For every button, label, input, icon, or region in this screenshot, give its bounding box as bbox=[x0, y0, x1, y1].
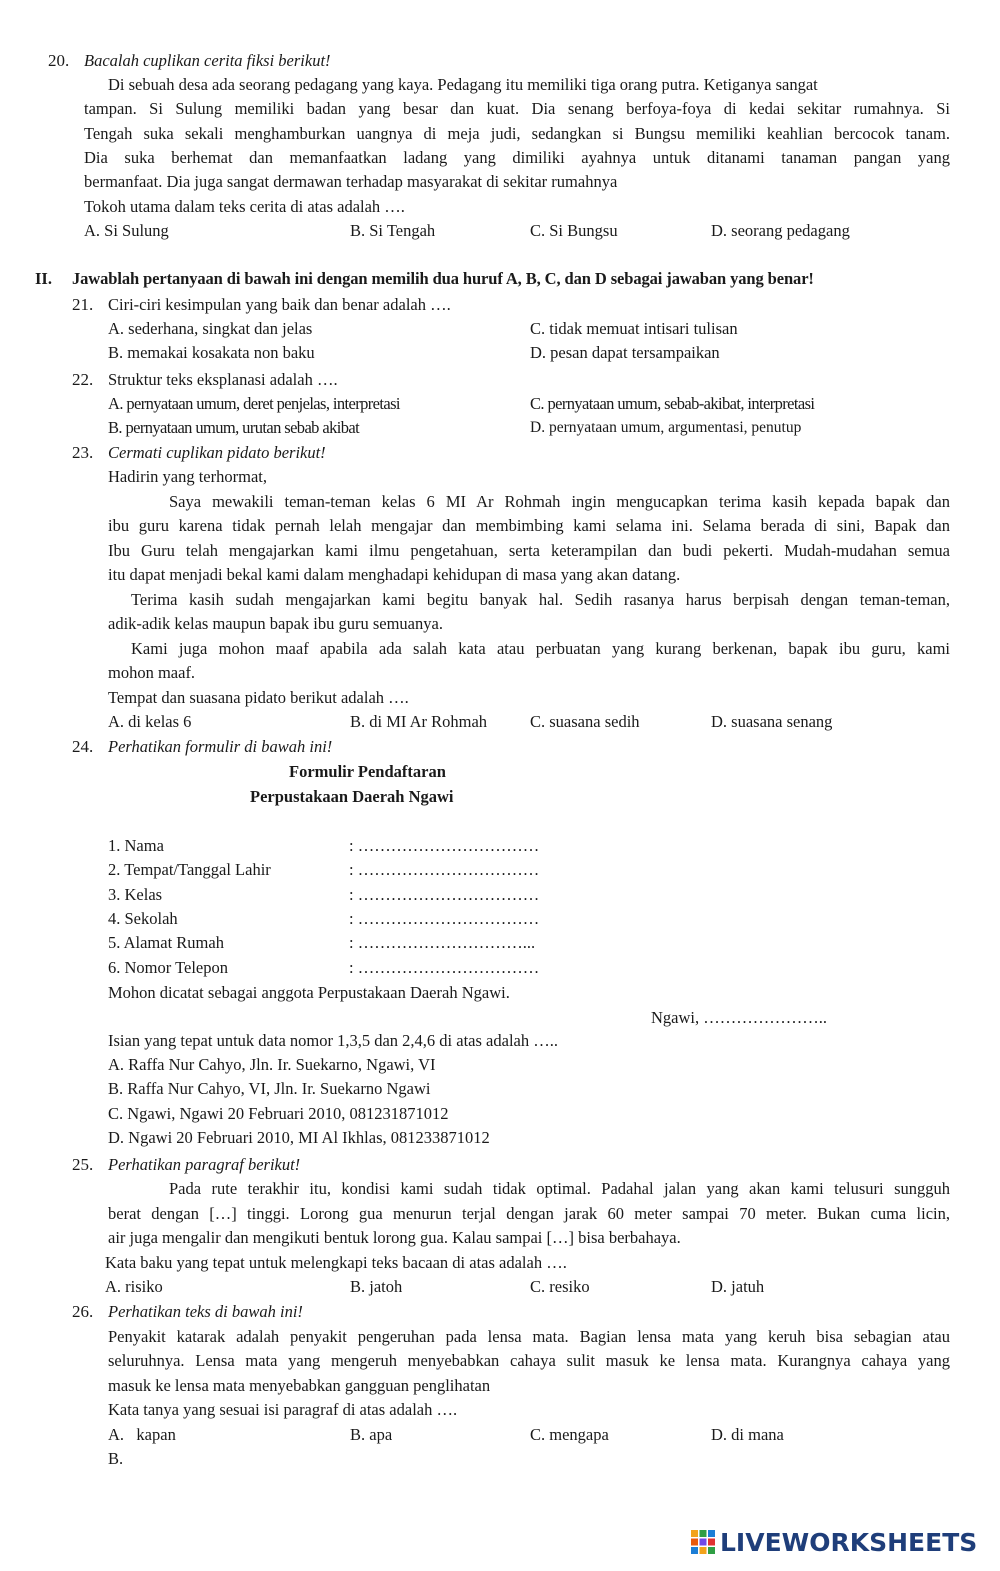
q26-instruction: Perhatikan teks di bawah ini! bbox=[108, 1302, 303, 1321]
q26-question: Kata tanya yang sesuai isi paragraf di atas adalah …. bbox=[108, 1400, 458, 1419]
q22-option-d[interactable]: D. pernyataan umum, argumentasi, penutup bbox=[530, 419, 802, 436]
liveworksheets-brand-text: LIVEWORKSHEETS bbox=[720, 1527, 978, 1557]
q22-number: 22. bbox=[72, 370, 94, 389]
q25-option-b[interactable]: B. jatoh bbox=[350, 1277, 403, 1296]
q23-option-d[interactable]: D. suasana senang bbox=[711, 712, 833, 731]
q23-passage-line-1: Saya mewakili teman-teman kelas 6 MI Ar Rohmah ingin mengucapkan terima kasih kepada bapak dan bbox=[169, 492, 950, 511]
q23-number: 23. bbox=[72, 443, 94, 462]
q23-passage-line-3: Ibu Guru telah mengajarkan kami ilmu pengetahuan, serta keterampilan dan budi pekerti. Mudah-mudahan semua bbox=[108, 541, 950, 560]
q20-passage-line-4: Dia suka berhemat dan memanfaatkan ladang yang dimiliki ayahnya untuk ditanami tanaman pangan yang bbox=[84, 148, 950, 167]
q23-passage-line-4: itu dapat menjadi bekal kami dalam menghadapi kehidupan di masa yang akan datang. bbox=[108, 565, 681, 584]
form-field-blank-telepon: : …………………………… bbox=[349, 958, 540, 977]
q25-instruction: Perhatikan paragraf berikut! bbox=[108, 1155, 301, 1174]
q22-question: Struktur teks eksplanasi adalah …. bbox=[108, 370, 338, 389]
q20-question: Tokoh utama dalam teks cerita di atas adalah …. bbox=[84, 197, 405, 216]
q21-option-a[interactable]: A. sederhana, singkat dan jelas bbox=[108, 319, 313, 338]
q26-option-d[interactable]: D. di mana bbox=[711, 1425, 784, 1444]
q26-option-c[interactable]: C. mengapa bbox=[530, 1425, 609, 1444]
q22-option-a[interactable]: A. pernyataan umum, deret penjelas, interpretasi bbox=[108, 394, 400, 413]
q23-greeting: Hadirin yang terhormat, bbox=[108, 467, 267, 486]
q20-passage-line-5: bermanfaat. Dia juga sangat dermawan terhadap masyarakat di sekitar rumahnya bbox=[84, 172, 618, 191]
q25-passage-line-3: air juga mengalir dan mengikuti bentuk lorong gua. Kalau sampai […] bisa berbahaya. bbox=[108, 1228, 681, 1247]
q26-passage-line-3: masuk ke lensa mata menyebabkan gangguan penglihatan bbox=[108, 1376, 491, 1395]
form-field-blank-sekolah: : …………………………… bbox=[349, 909, 540, 928]
q21-option-d[interactable]: D. pesan dapat tersampaikan bbox=[530, 343, 720, 362]
q23-passage-line-2: ibu guru karena tidak pernah lelah mengajar dan membimbing kami selama ini. Selama berada di sini, Bapak dan bbox=[108, 516, 950, 535]
form-request: Mohon dicatat sebagai anggota Perpustakaan Daerah Ngawi. bbox=[108, 983, 510, 1002]
q20-passage-line-1: Di sebuah desa ada seorang pedagang yang kaya. Pedagang itu memiliki tiga orang putra. Ketiganya sangat bbox=[108, 75, 818, 94]
q24-instruction: Perhatikan formulir di bawah ini! bbox=[108, 737, 333, 756]
q24-option-d[interactable]: D. Ngawi 20 Februari 2010, MI Al Ikhlas, 081233871012 bbox=[108, 1128, 490, 1147]
q24-option-b[interactable]: B. Raffa Nur Cahyo, VI, Jln. Ir. Suekarno Ngawi bbox=[108, 1079, 431, 1098]
q21-number: 21. bbox=[72, 295, 94, 314]
q25-option-d[interactable]: D. jatuh bbox=[711, 1277, 765, 1296]
q20-option-a[interactable]: A. Si Sulung bbox=[84, 221, 169, 240]
q22-option-b[interactable]: B. pernyataan umum, urutan sebab akibat bbox=[108, 418, 360, 437]
q26-passage-line-2: seluruhnya. Lensa mata yang mengeruh menyebabkan cahaya sulit masuk ke lensa mata. Kurangnya cahaya yang bbox=[108, 1351, 950, 1370]
q23-option-b[interactable]: B. di MI Ar Rohmah bbox=[350, 712, 488, 731]
q23-passage-line-6: adik-adik kelas maupun bapak ibu guru semuanya. bbox=[108, 614, 443, 633]
q25-number: 25. bbox=[72, 1155, 94, 1174]
form-field-label-nama: 1. Nama bbox=[108, 836, 164, 855]
q21-option-c[interactable]: C. tidak memuat intisari tulisan bbox=[530, 319, 738, 338]
liveworksheets-logo[interactable] bbox=[690, 1527, 977, 1557]
q26-option-b[interactable]: B. apa bbox=[350, 1425, 393, 1444]
q22-option-c[interactable]: C. pernyataan umum, sebab-akibat, interpretasi bbox=[530, 394, 815, 413]
q26-number: 26. bbox=[72, 1302, 94, 1321]
liveworksheets-logo-icon bbox=[690, 1529, 716, 1555]
q20-passage-line-3: Tengah suka sekali menghamburkan uangnya di meja judi, sedangkan si Bungsu memiliki keahlian bercocok tanam. bbox=[84, 124, 950, 143]
form-field-label-alamat: 5. Alamat Rumah bbox=[108, 933, 224, 952]
form-field-blank-nama: : …………………………… bbox=[349, 836, 540, 855]
q23-passage-line-5: Terima kasih sudah mengajarkan kami begitu banyak hal. Sedih rasanya harus berpisah dengan teman-teman, bbox=[131, 590, 950, 609]
q20-number: 20. bbox=[48, 51, 70, 70]
q20-passage-line-2: tampan. Si Sulung memiliki badan yang besar dan kuat. Dia senang berfoya-foya di kedai sekitar rumahnya. Si bbox=[84, 99, 950, 118]
q26-option-a[interactable]: A. kapan bbox=[108, 1425, 176, 1444]
q25-option-c[interactable]: C. resiko bbox=[530, 1277, 590, 1296]
q23-instruction: Cermati cuplikan pidato berikut! bbox=[108, 443, 326, 462]
form-field-blank-ttl: : …………………………… bbox=[349, 860, 540, 879]
q26-extra-label: B. bbox=[108, 1449, 124, 1468]
q20-option-c[interactable]: C. Si Bungsu bbox=[530, 221, 618, 240]
q20-instruction: Bacalah cuplikan cerita fiksi berikut! bbox=[84, 51, 331, 70]
q21-option-b[interactable]: B. memakai kosakata non baku bbox=[108, 343, 315, 362]
form-field-label-ttl: 2. Tempat/Tanggal Lahir bbox=[108, 860, 271, 879]
section-2-number: II. bbox=[35, 269, 52, 288]
q20-option-b[interactable]: B. Si Tengah bbox=[350, 221, 436, 240]
q25-question: Kata baku yang tepat untuk melengkapi teks bacaan di atas adalah …. bbox=[105, 1253, 567, 1272]
q23-option-c[interactable]: C. suasana sedih bbox=[530, 712, 640, 731]
form-field-label-telepon: 6. Nomor Telepon bbox=[108, 958, 228, 977]
q25-passage-line-2: berat dengan […] tinggi. Lorong gua menurun terjal dengan jarak 60 meter sampai 70 meter. Bukan cuma licin, bbox=[108, 1204, 950, 1223]
form-field-blank-alamat: : …………………………... bbox=[349, 933, 536, 952]
q20-option-d[interactable]: D. seorang pedagang bbox=[711, 221, 850, 240]
q23-question: Tempat dan suasana pidato berikut adalah …. bbox=[108, 688, 409, 707]
q24-option-a[interactable]: A. Raffa Nur Cahyo, Jln. Ir. Suekarno, Ngawi, VI bbox=[108, 1055, 436, 1074]
form-title-line-1: Formulir Pendaftaran bbox=[289, 762, 446, 781]
q24-question: Isian yang tepat untuk data nomor 1,3,5 dan 2,4,6 di atas adalah ….. bbox=[108, 1031, 558, 1050]
form-field-label-sekolah: 4. Sekolah bbox=[108, 909, 178, 928]
section-2-title: Jawablah pertanyaan di bawah ini dengan memilih dua huruf A, B, C, dan D sebagai jawaban yang benar! bbox=[72, 269, 814, 288]
form-field-blank-kelas: : …………………………… bbox=[349, 885, 540, 904]
q25-option-a[interactable]: A. risiko bbox=[105, 1277, 163, 1296]
q23-option-a[interactable]: A. di kelas 6 bbox=[108, 712, 192, 731]
q23-passage-line-7: Kami juga mohon maaf apabila ada salah kata atau perbuatan yang kurang berkenan, bapak ibu guru, kami bbox=[131, 639, 950, 658]
q21-question: Ciri-ciri kesimpulan yang baik dan benar adalah …. bbox=[108, 295, 451, 314]
q26-passage-line-1: Penyakit katarak adalah penyakit pengeruhan pada lensa mata. Bagian lensa mata yang keruh bisa sebagian atau bbox=[108, 1327, 950, 1346]
form-title-line-2: Perpustakaan Daerah Ngawi bbox=[250, 787, 454, 806]
q24-number: 24. bbox=[72, 737, 94, 756]
q23-passage-line-8: mohon maaf. bbox=[108, 663, 196, 682]
q25-passage-line-1: Pada rute terakhir itu, kondisi kami sudah tidak optimal. Padahal jalan yang akan kami telusuri sungguh bbox=[169, 1179, 950, 1198]
form-place-date: Ngawi, ………………….. bbox=[651, 1008, 827, 1027]
q24-option-c[interactable]: C. Ngawi, Ngawi 20 Februari 2010, 081231871012 bbox=[108, 1104, 449, 1123]
form-field-label-kelas: 3. Kelas bbox=[108, 885, 163, 904]
